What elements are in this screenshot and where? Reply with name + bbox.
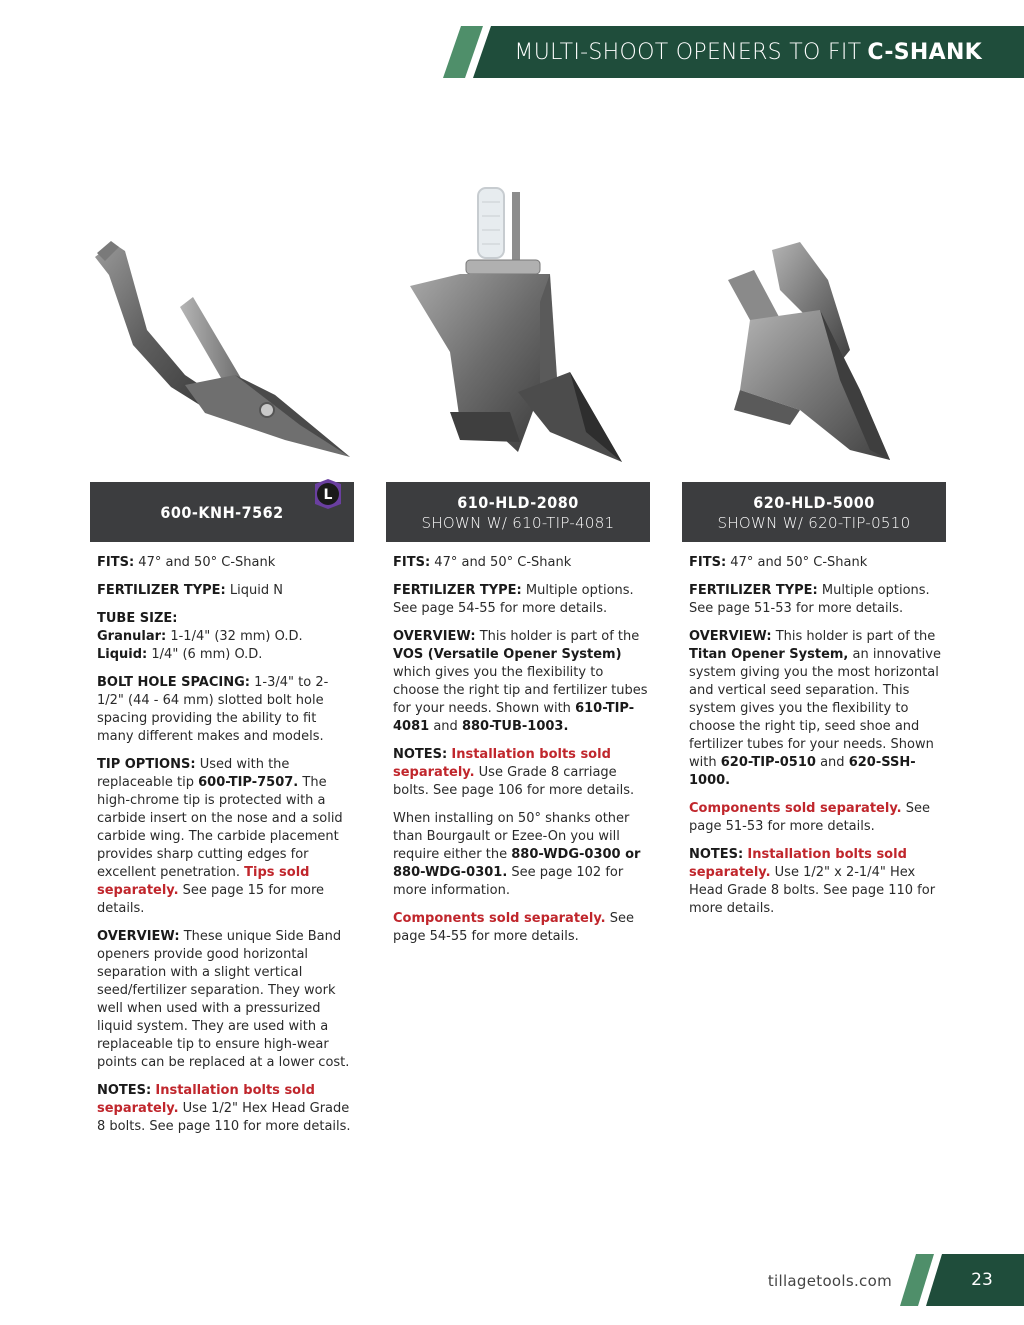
components-sold-separately: Components sold separately. xyxy=(689,801,902,816)
fits-value: 47° and 50° C-Shank xyxy=(730,555,868,570)
overview-label: OVERVIEW: xyxy=(97,929,180,944)
notes-label: NOTES: xyxy=(97,1083,152,1098)
overview-part-number-1: 620-TIP-0510 xyxy=(720,755,816,770)
product-details-1 xyxy=(97,554,353,1146)
page-title xyxy=(513,26,982,78)
overview-part-number-2: 620-SSH-1000. xyxy=(689,755,916,788)
liquid-label: Liquid: xyxy=(97,647,148,662)
overview-text: This holder is part of the xyxy=(775,629,936,644)
titan-opener-icon xyxy=(710,240,910,470)
bolt-spacing-value: 1-3/4" to 2-1/2" (44 - 64 mm) slotted bolt hole spacing providing the ability to fit many different makes and models. xyxy=(97,675,329,744)
tip-options-text: Used with the replaceable tip xyxy=(97,757,290,790)
bolts-sold-separately: Installation bolts sold separately. xyxy=(689,847,907,880)
fits-label: FITS: xyxy=(689,555,727,570)
notes-text: Use 1/2" x 2-1/4" Hex Head Grade 8 bolts. See page 110 for more details. xyxy=(689,865,936,916)
components-sold-separately: Components sold separately. xyxy=(393,911,606,926)
install-text: When installing on 50° shanks other than Bourgault or Ezee-On you will require either the xyxy=(393,811,630,862)
overview-paragraph xyxy=(689,628,945,790)
fertilizer-value: Multiple options. See page 51-53 for more details. xyxy=(689,583,930,616)
overview-system-name: Titan Opener System, xyxy=(689,647,849,662)
components-paragraph xyxy=(689,800,945,836)
overview-text: These unique Side Band openers provide good horizontal separation with a slight vertical seed/fertilizer separation. They work well when used with a pressurized liquid system. They are used with a replaceable tip to ensure high-wear points can be replaced at a lower cost. xyxy=(97,929,350,1070)
overview-and: and xyxy=(820,755,845,770)
part-number: 620-HLD-5000 xyxy=(753,492,875,512)
fits-label: FITS: xyxy=(97,555,135,570)
product-details-2 xyxy=(393,554,649,956)
tip-options-detail: The high-chrome tip is protected with a carbide insert on the nose and a solid carbide wing. The carbide placement provides sharp cutting edges for excellent penetration. xyxy=(97,775,343,880)
footer-url[interactable]: tillagetools.com xyxy=(767,1272,892,1290)
liquid-line xyxy=(97,646,353,664)
tips-sold-separately: Tips sold separately. xyxy=(97,865,310,898)
fits-paragraph xyxy=(393,554,649,572)
fits-paragraph xyxy=(689,554,945,572)
bolt-spacing-paragraph xyxy=(97,674,353,746)
footer-page-tab xyxy=(900,1254,1024,1306)
page-title-prefix: MULTI-SHOOT OPENERS TO FIT xyxy=(514,39,862,65)
tube-size-label: TUBE SIZE: xyxy=(97,611,178,626)
fertilizer-paragraph xyxy=(97,582,353,600)
tip-options-label: TIP OPTIONS: xyxy=(97,757,196,772)
product-title-box-3 xyxy=(682,482,946,542)
notes-paragraph xyxy=(97,1082,353,1136)
tip-options-reference: See page 15 for more details. xyxy=(97,883,325,916)
product-title-box-2 xyxy=(386,482,650,542)
tip-part-number: 600-TIP-7507. xyxy=(198,775,299,790)
part-number: 610-HLD-2080 xyxy=(457,492,579,512)
components-text: See page 54-55 for more details. xyxy=(393,911,634,944)
overview-text: This holder is part of the xyxy=(479,629,640,644)
overview-part-number-2: 880-TUB-1003. xyxy=(461,719,569,734)
granular-value: 1-1/4" (32 mm) O.D. xyxy=(170,629,303,644)
fertilizer-paragraph xyxy=(393,582,649,618)
overview-and: and xyxy=(433,719,458,734)
bolts-sold-separately: Installation bolts sold separately. xyxy=(393,747,611,780)
install-paragraph xyxy=(393,810,649,900)
install-reference: See page 102 for more information. xyxy=(393,865,624,898)
overview-detail: which gives you the flexibility to choose the right tip and fertilizer tubes for your needs. Shown with xyxy=(393,665,648,716)
overview-paragraph xyxy=(97,928,353,1072)
notes-text: Use 1/2" Hex Head Grade 8 bolts. See page 110 for more details. xyxy=(97,1101,351,1134)
badge-letter: L xyxy=(323,487,333,503)
shown-with: SHOWN W/ 610-TIP-4081 xyxy=(421,513,615,532)
part-number: 600-KNH-7562 xyxy=(160,502,284,522)
page-number: 23 xyxy=(971,1270,993,1290)
overview-paragraph xyxy=(393,628,649,736)
bolts-sold-separately: Installation bolts sold separately. xyxy=(97,1083,315,1116)
fits-label: FITS: xyxy=(393,555,431,570)
page-title-strong: C-SHANK xyxy=(867,39,982,65)
components-text: See page 51-53 for more details. xyxy=(689,801,930,834)
fertilizer-label: FERTILIZER TYPE: xyxy=(393,583,522,598)
header-banner xyxy=(443,26,1024,78)
notes-paragraph xyxy=(393,746,649,800)
components-paragraph xyxy=(393,910,649,946)
overview-label: OVERVIEW: xyxy=(689,629,772,644)
bolt-spacing-label: BOLT HOLE SPACING: xyxy=(97,675,250,690)
overview-label: OVERVIEW: xyxy=(393,629,476,644)
granular-label: Granular: xyxy=(97,629,167,644)
overview-system-name: VOS (Versatile Opener System) xyxy=(393,647,622,662)
tip-options-paragraph xyxy=(97,756,353,918)
fertilizer-value: Multiple options. See page 54-55 for more details. xyxy=(393,583,634,616)
fertilizer-label: FERTILIZER TYPE: xyxy=(97,583,226,598)
fertilizer-value: Liquid N xyxy=(229,583,283,598)
liquid-badge-icon xyxy=(312,478,344,510)
fertilizer-paragraph xyxy=(689,582,945,618)
install-part-numbers: 880-WDG-0300 or 880-WDG-0301. xyxy=(393,847,641,880)
liquid-value: 1/4" (6 mm) O.D. xyxy=(151,647,263,662)
fertilizer-label: FERTILIZER TYPE: xyxy=(689,583,818,598)
overview-part-number-1: 610-TIP-4081 xyxy=(393,701,635,734)
notes-label: NOTES: xyxy=(393,747,448,762)
tube-size-paragraph xyxy=(97,610,353,664)
notes-label: NOTES: xyxy=(689,847,744,862)
overview-detail: an innovative system giving you the most horizontal and vertical seed separation. This system gives you the flexibility to choose the right tip, seed shoe and fertilizer tubes for your needs. Shown with xyxy=(689,647,941,770)
fits-paragraph xyxy=(97,554,353,572)
product-details-3 xyxy=(689,554,945,928)
shown-with: SHOWN W/ 620-TIP-0510 xyxy=(717,513,911,532)
notes-text: Use Grade 8 carriage bolts. See page 106 for more details. xyxy=(393,765,635,798)
fits-value: 47° and 50° C-Shank xyxy=(434,555,572,570)
side-band-opener-icon xyxy=(85,235,355,465)
notes-paragraph xyxy=(689,846,945,918)
granular-line xyxy=(97,628,353,646)
fits-value: 47° and 50° C-Shank xyxy=(138,555,276,570)
vos-opener-icon xyxy=(400,182,630,472)
